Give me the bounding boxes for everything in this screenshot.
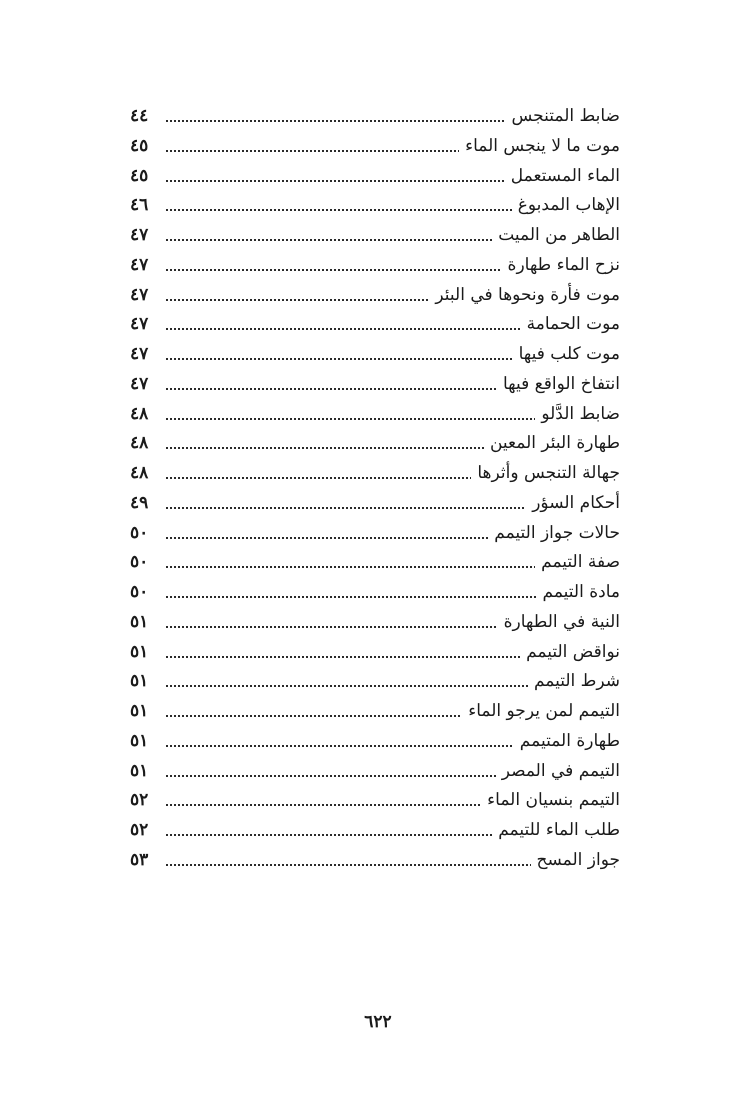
toc-entry-title: التيمم لمن يرجو الماء	[462, 696, 620, 726]
toc-entry	[130, 339, 620, 369]
toc-entry	[130, 637, 620, 667]
toc-entry-title: طلب الماء للتيمم	[492, 815, 620, 845]
toc-entry-page-number: ٤٨	[130, 403, 149, 424]
toc-entry	[130, 131, 620, 161]
toc-entry-page-number: ٥٠	[130, 552, 149, 573]
toc-entry-page-number: ٤٥	[130, 165, 149, 186]
toc-entry-page-number: ٥٢	[130, 790, 149, 811]
toc-entry-page-number: ٤٧	[130, 284, 149, 305]
toc-entry	[130, 220, 620, 250]
toc-entry	[130, 785, 620, 815]
toc-entry-page-number: ٤٥	[130, 135, 149, 156]
toc-entry	[130, 161, 620, 191]
toc-entry	[130, 250, 620, 280]
toc-entry-title: موت الحمامة	[521, 309, 620, 339]
toc-entry	[130, 190, 620, 220]
toc-entry-page-number: ٤٩	[130, 492, 149, 513]
toc-entry	[130, 815, 620, 845]
toc-entry-title: التيمم بنسيان الماء	[481, 785, 620, 815]
page-number: ٦٢٢	[364, 1012, 392, 1032]
toc-entry-page-number: ٥١	[130, 760, 149, 781]
toc-entry-page-number: ٤٧	[130, 314, 149, 335]
toc-entry-page-number: ٤٨	[130, 433, 149, 454]
toc-entry-page-number: ٥١	[130, 730, 149, 751]
toc-entry-page-number: ٥٢	[130, 820, 149, 840]
toc-entry	[130, 577, 620, 607]
toc-entry-page-number: ٥١	[130, 671, 149, 692]
toc-entry-title: شرط التيمم	[528, 666, 620, 696]
toc-entry-title: موت فأرة ونحوها في البئر	[429, 280, 620, 310]
toc-entry	[130, 428, 620, 458]
toc-entry-title: انتفاخ الواقع فيها	[497, 369, 620, 399]
toc-entry-title: نزح الماء طهارة	[502, 250, 620, 280]
toc-entry	[130, 518, 620, 548]
toc-entry-page-number: ٥١	[130, 641, 149, 662]
toc-entry-page-number: ٤٧	[130, 344, 149, 364]
toc-entry	[130, 845, 620, 875]
toc-entry	[130, 369, 620, 399]
toc-entry-title: مادة التيمم	[537, 577, 620, 607]
toc-entry	[130, 607, 620, 637]
toc-entry-page-number: ٤٧	[130, 225, 149, 245]
toc-entry	[130, 756, 620, 786]
toc-entry-title: النية في الطهارة	[498, 607, 620, 637]
toc-entry-page-number: ٤٨	[130, 463, 149, 483]
toc-entry-title: طهارة البئر المعين	[484, 428, 620, 458]
toc-entry-page-number: ٥٠	[130, 522, 149, 543]
toc-entry-title: موت ما لا ينجس الماء	[459, 131, 620, 161]
toc-entry-title: نواقض التيمم	[520, 637, 620, 667]
toc-entry-title: حالات جواز التيمم	[488, 518, 620, 548]
toc-entry-title: الماء المستعمل	[505, 161, 620, 191]
toc-entry	[130, 547, 620, 577]
toc-entry	[130, 280, 620, 310]
toc-entry	[130, 458, 620, 488]
toc-entry	[130, 309, 620, 339]
toc-entry-page-number: ٥١	[130, 611, 149, 632]
toc-entry	[130, 101, 620, 131]
toc-entry-title: موت كلب فيها	[513, 339, 620, 369]
toc-entry	[130, 726, 620, 756]
toc-entry-title: الطاهر من الميت	[492, 220, 620, 250]
toc-entry-title: ضابط الدَّلو	[535, 399, 620, 429]
toc-entry-page-number: ٥٠	[130, 582, 149, 602]
toc-entry-page-number: ٤٤	[130, 106, 149, 126]
toc-entry-title: طهارة المتيمم	[514, 726, 620, 756]
toc-entry-title: التيمم في المصر	[496, 756, 620, 786]
toc-entry	[130, 399, 620, 429]
toc-entry-title: ضابط المتنجس	[505, 101, 620, 131]
toc-entry	[130, 666, 620, 696]
toc-entry	[130, 696, 620, 726]
toc-entry-title: صفة التيمم	[535, 547, 620, 577]
toc-entry-page-number: ٤٦	[130, 195, 149, 216]
toc-entry	[130, 488, 620, 518]
toc-entry-title: الإهاب المدبوغ	[512, 190, 620, 220]
toc-entry-title: جهالة التنجس وأثرها	[471, 458, 620, 488]
toc-entry-page-number: ٤٧	[130, 373, 149, 394]
toc-entry-page-number: ٥١	[130, 701, 149, 721]
toc-entry-title: جواز المسح	[531, 845, 621, 875]
toc-entry-title: أحكام السؤر	[526, 488, 620, 518]
toc-entry-page-number: ٥٣	[130, 849, 149, 870]
toc-entry-page-number: ٤٧	[130, 254, 149, 275]
table-of-contents	[130, 101, 620, 875]
